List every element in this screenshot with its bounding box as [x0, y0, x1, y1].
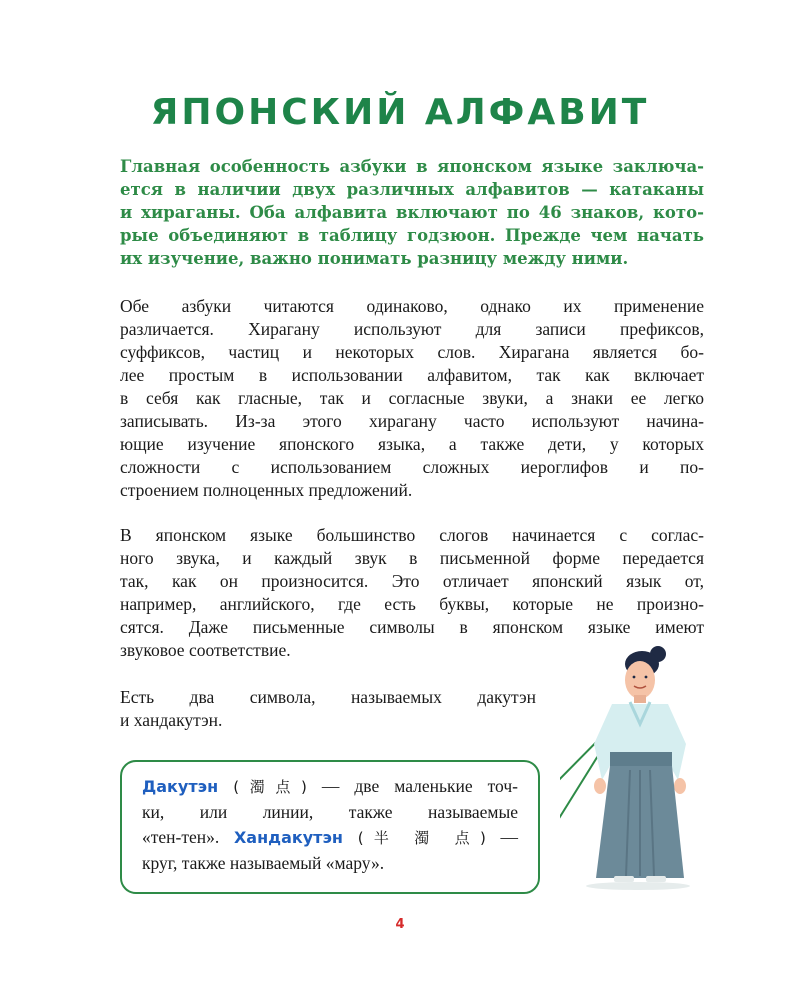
face [625, 661, 655, 699]
callout-line [142, 774, 518, 800]
callout-text [142, 774, 518, 876]
paragraph-3 [120, 686, 536, 732]
paragraph-1 [120, 295, 704, 502]
text-line: звуковое соответствие. [120, 640, 291, 660]
callout-line-text: «тен-тен». [142, 827, 220, 847]
foot-right [646, 876, 666, 882]
callout-line [142, 825, 518, 851]
text-line: записывать. Из-за этого хирагану часто используют начина- [120, 411, 704, 431]
text-line: сятся. Даже письменные символы в японском языке имеют [120, 617, 704, 637]
eye-right [645, 676, 648, 679]
text-line: суффиксов, частиц и некоторых слов. Хирагана является бо- [120, 342, 704, 362]
term-dakuten: Дакутэн [142, 777, 219, 796]
text-line: например, английского, где есть буквы, которые не произно- [120, 594, 704, 614]
hand-left [594, 778, 606, 794]
text-line: лее простым в использовании алфавитом, так как включает [120, 365, 704, 385]
lead-line: и хираганы. Оба алфавита включают по 46 знаков, кото- [120, 203, 704, 222]
text-line: в себя как гласные, так и согласные звуки, а знаки ее легко [120, 388, 704, 408]
text-line: Обе азбуки читаются одинаково, однако их применение [120, 296, 704, 316]
text-line: различается. Хирагану используют для записи префиксов, [120, 319, 704, 339]
lead-line: ется в наличии двух различных алфавитов — катаканы [120, 180, 704, 199]
term-dakuten-kanji: (濁点) [233, 778, 307, 796]
lead-line: Главная особенность азбуки в японском языке заключа- [120, 157, 704, 176]
hand-right [674, 778, 686, 794]
neck [634, 695, 646, 703]
text-line: ного звука, и каждый звук в письменной форме передается [120, 548, 704, 568]
foot-left [614, 876, 634, 882]
text-line: Есть два символа, называемых дакутэн [120, 687, 536, 707]
ground-shadow [586, 882, 690, 890]
text-line: ющие изучение японского языка, а также дети, у которых [120, 434, 704, 454]
text-line: так, как он произносится. Это отличает японский язык от, [120, 571, 704, 591]
eye-left [633, 676, 636, 679]
term-handakuten-kanji: (半 濁 点) [357, 829, 486, 847]
page-number: 4 [395, 917, 405, 932]
text-line: строением полноценных предложений. [120, 480, 413, 500]
belt [610, 752, 672, 766]
text-line: В японском языке большинство слогов начинается с соглас- [120, 525, 704, 545]
callout-line-text: — две маленькие точ- [321, 776, 518, 796]
text-line: сложности с использованием сложных иероглифов и по- [120, 457, 704, 477]
text-line: и хандакутэн. [120, 710, 223, 730]
page-title: ЯПОНСКИЙ АЛФАВИТ [150, 92, 650, 133]
lead-paragraph [120, 155, 704, 270]
callout-line-text: — [500, 827, 519, 847]
character-illustration [560, 640, 720, 895]
callout-box [120, 760, 540, 894]
lead-line: рые объединяют в таблицу годзюон. Прежде чем начать [120, 226, 704, 245]
callout-line: ки, или линии, также называемые [142, 802, 518, 822]
lead-line: их изучение, важно понимать разницу между ними. [120, 249, 629, 268]
term-handakuten: Хандакутэн [233, 828, 343, 847]
callout-line: круг, также называемый «мару». [142, 853, 385, 873]
